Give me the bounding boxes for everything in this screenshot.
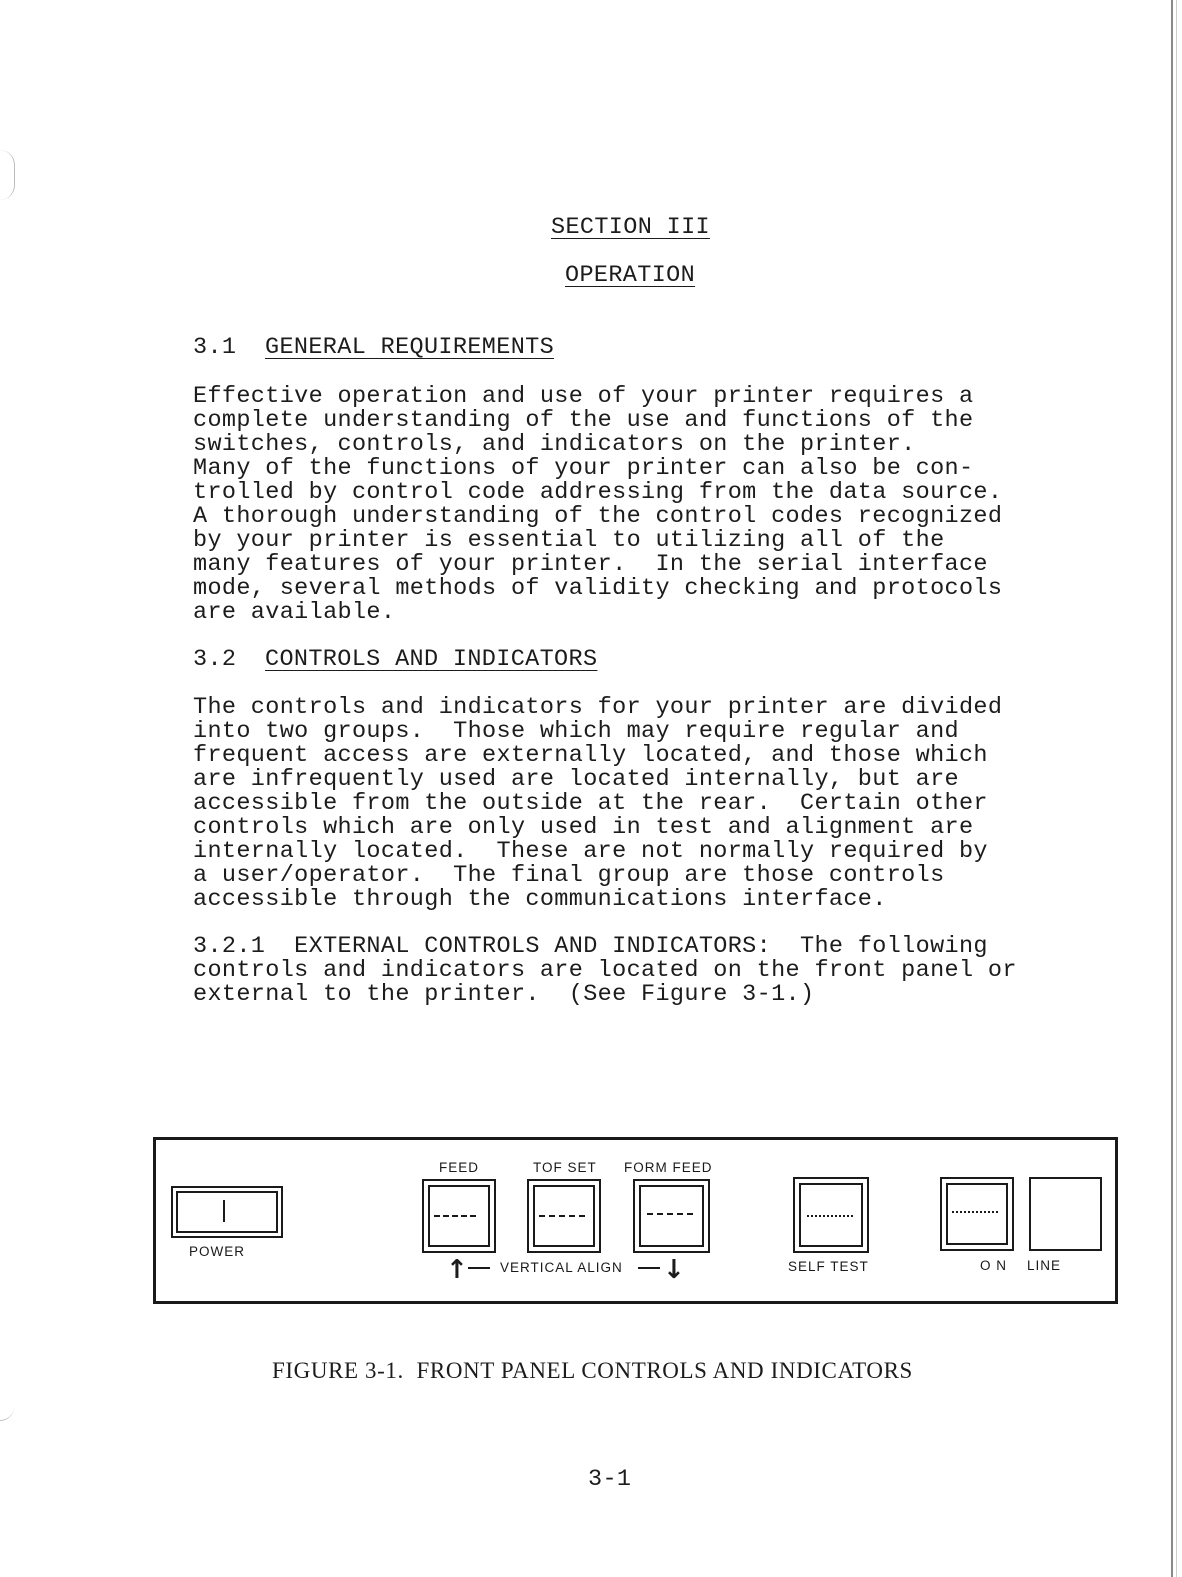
heading-controls-and-indicators: CONTROLS AND INDICATORS [265, 646, 598, 673]
on-label: O N [980, 1258, 1008, 1273]
paragraph-general-requirements [193, 385, 1002, 625]
online-indicator-face [946, 1183, 1008, 1245]
text-line: accessible through the communications interface. [193, 886, 887, 913]
page-edge [1171, 0, 1173, 1577]
text-line: The controls and indicators for your printer are divided [193, 694, 1003, 721]
power-indicator-mark [223, 1200, 225, 1222]
page-number: 3-1 [588, 1466, 632, 1493]
text-line: a user/operator. The final group are those controls [193, 862, 945, 889]
heading-number-3-1: 3.1 [193, 334, 237, 361]
paragraph-controls-and-indicators [193, 696, 1002, 912]
arrow-down-icon: ↓ [663, 1255, 685, 1285]
feed-indicator-mark [434, 1215, 476, 1217]
text-line: accessible from the outside at the rear. Certain other [193, 790, 988, 817]
vertical-align-rule-left [468, 1267, 490, 1269]
section-title: SECTION III [551, 214, 710, 241]
text-line: mode, several methods of validity checking and protocols [193, 575, 1003, 602]
power-label: POWER [189, 1244, 246, 1259]
form-feed-indicator-mark [647, 1213, 693, 1215]
online-button [1029, 1177, 1102, 1251]
tof-set-label: TOF SET [533, 1160, 597, 1175]
feed-button [422, 1179, 496, 1253]
text-line: internally located. These are not normally required by [193, 838, 988, 865]
tof-set-indicator-mark [539, 1215, 585, 1217]
online-indicator-button [940, 1177, 1014, 1251]
form-feed-label: FORM FEED [624, 1160, 713, 1175]
text-line: complete understanding of the use and functions of the [193, 407, 974, 434]
text-line: controls and indicators are located on the front panel or [193, 957, 1017, 984]
vertical-align-label: VERTICAL ALIGN [500, 1260, 623, 1275]
feed-label: FEED [439, 1160, 480, 1175]
vertical-align-rule-right [638, 1267, 660, 1269]
heading-general-requirements: GENERAL REQUIREMENTS [265, 334, 555, 361]
self-test-button [793, 1177, 869, 1253]
text-line: trolled by control code addressing from the data source. [193, 479, 1003, 506]
text-line: Many of the functions of your printer can also be con- [193, 455, 974, 482]
text-line: are infrequently used are located internally, but are [193, 766, 959, 793]
section-subtitle: OPERATION [565, 262, 696, 289]
page-edge-shadow [1176, 0, 1177, 1577]
text-line: controls which are only used in test and alignment are [193, 814, 974, 841]
paragraph-external-controls [193, 935, 1017, 1007]
text-line: switches, controls, and indicators on the printer. [193, 431, 916, 458]
online-indicator-mark [952, 1211, 998, 1213]
text-line: into two groups. Those which may require regular and [193, 718, 959, 745]
text-line: by your printer is essential to utilizing all of the [193, 527, 945, 554]
binding-hole-mark [0, 1385, 14, 1421]
arrow-up-icon: ↑ [446, 1255, 468, 1285]
text-line: are available. [193, 599, 396, 626]
self-test-label: SELF TEST [788, 1259, 869, 1274]
front-panel-figure [153, 1137, 1118, 1304]
text-line: 3.2.1 EXTERNAL CONTROLS AND INDICATORS: The following [193, 933, 988, 960]
text-line: many features of your printer. In the serial interface [193, 551, 988, 578]
binding-hole-mark [0, 150, 15, 200]
self-test-indicator-mark [807, 1215, 853, 1217]
tof-set-button [527, 1179, 601, 1253]
line-label: LINE [1027, 1258, 1062, 1273]
figure-caption: FIGURE 3-1. FRONT PANEL CONTROLS AND INDICATORS [272, 1358, 913, 1383]
text-line: A thorough understanding of the control codes recognized [193, 503, 1003, 530]
form-feed-button-face [639, 1185, 704, 1247]
text-line: Effective operation and use of your printer requires a [193, 383, 974, 410]
form-feed-button [633, 1179, 710, 1253]
power-switch-rocker [176, 1191, 278, 1233]
heading-number-3-2: 3.2 [193, 646, 237, 673]
power-switch [171, 1186, 283, 1238]
text-line: external to the printer. (See Figure 3-1.) [193, 981, 815, 1008]
text-line: frequent access are externally located, and those which [193, 742, 988, 769]
